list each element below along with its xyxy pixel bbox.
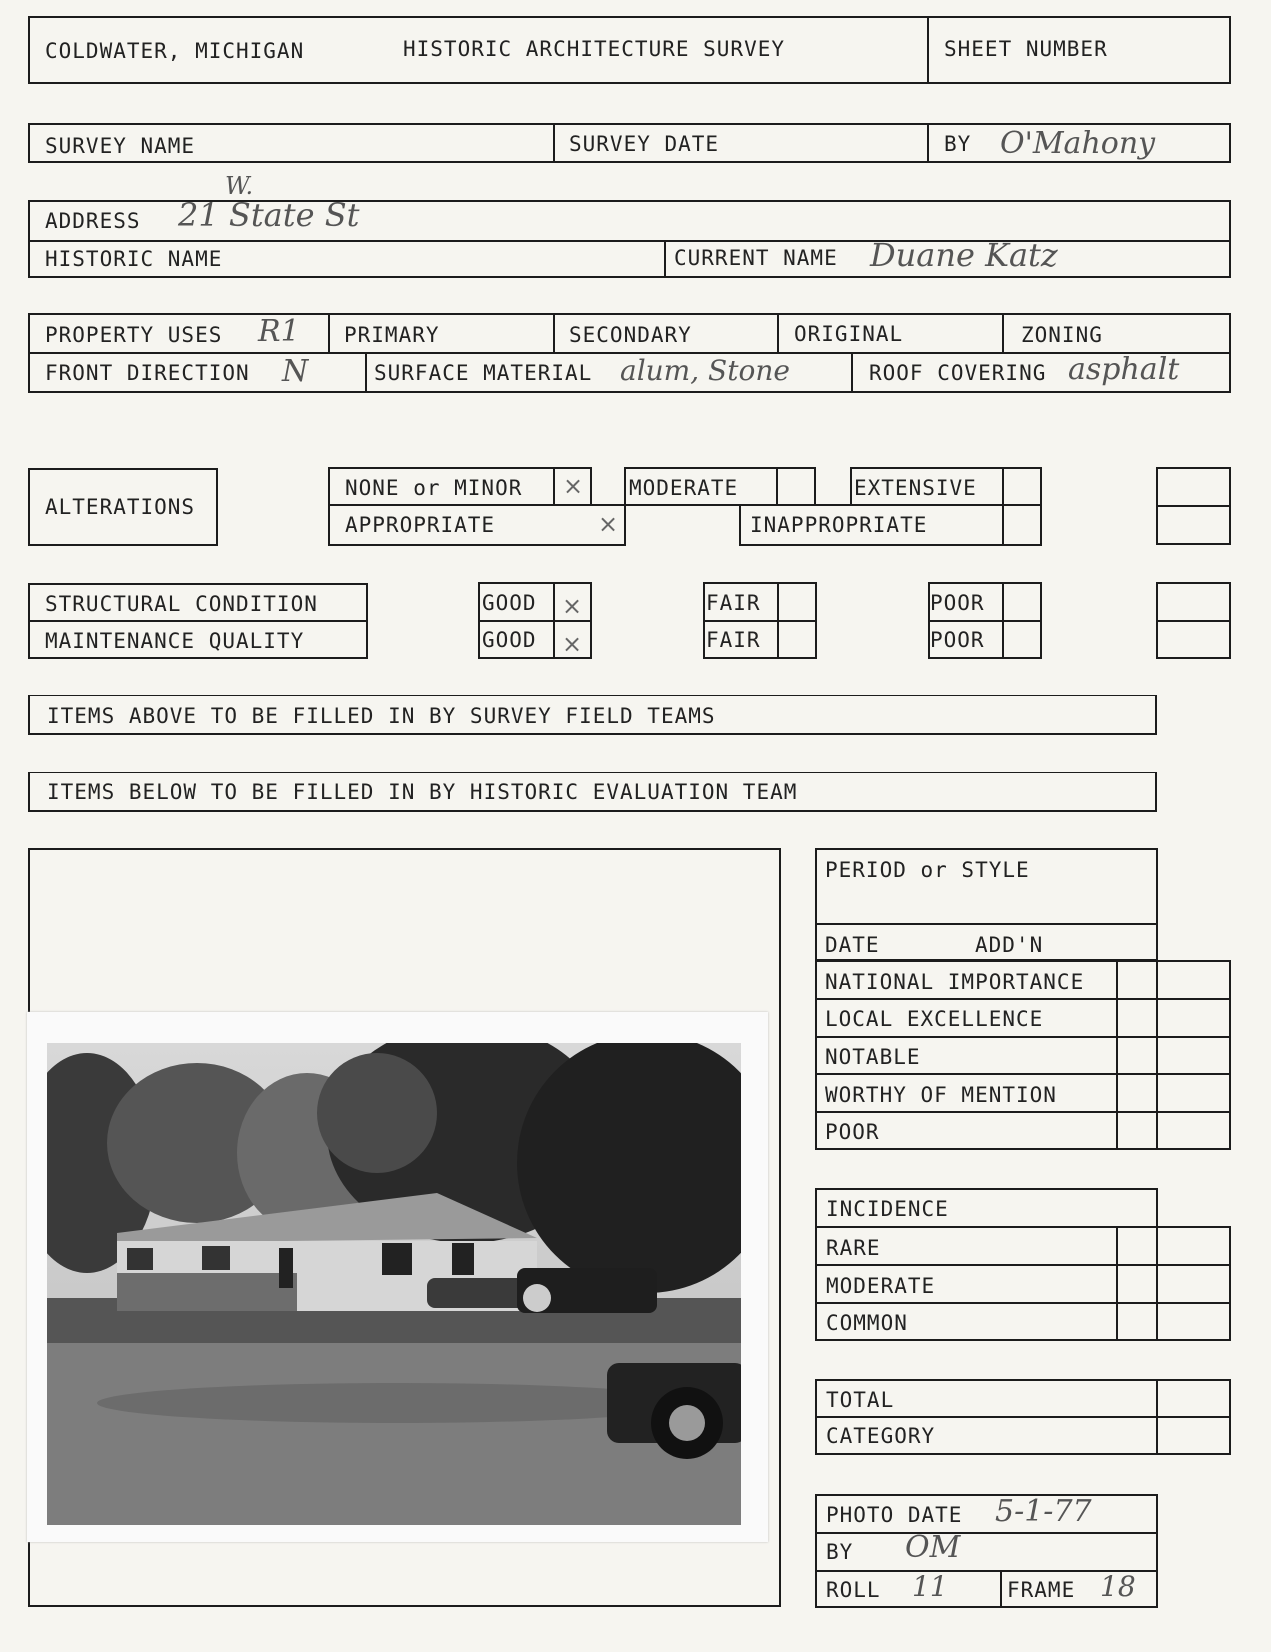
condition-score-div	[1156, 620, 1231, 622]
notable-label: NOTABLE	[825, 1045, 921, 1069]
current-name-divider	[664, 240, 666, 278]
address-prefix: W.	[225, 172, 254, 200]
extensive-check-div	[1002, 467, 1004, 506]
period-style-label: PERIOD or STYLE	[825, 858, 1030, 882]
maintenance-label: MAINTENANCE QUALITY	[45, 629, 305, 653]
secondary-label: SECONDARY	[569, 323, 692, 347]
address-value: 21 State St	[178, 196, 360, 234]
none-minor-label: NONE or MINOR	[345, 476, 523, 500]
uses-div-2	[553, 313, 555, 353]
inappropriate-label: INAPPROPRIATE	[750, 513, 928, 537]
moderate-alt-label: MODERATE	[629, 476, 739, 500]
frame-label: FRAME	[1007, 1578, 1076, 1602]
header-divider	[927, 16, 929, 84]
photo-info-div-1	[815, 1532, 1158, 1534]
survey-divider-1	[553, 123, 555, 163]
appropriate-label: APPROPRIATE	[345, 513, 496, 537]
surface-div	[365, 352, 367, 393]
front-direction-value: N	[282, 354, 309, 389]
primary-label: PRIMARY	[344, 323, 440, 347]
inappropriate-check-div	[1002, 504, 1004, 546]
maintenance-good-check: ×	[562, 630, 583, 658]
survey-by-value: O'Mahony	[1000, 126, 1156, 161]
roll-value: 11	[912, 1570, 948, 1603]
worthy-label: WORTHY OF MENTION	[825, 1083, 1057, 1107]
importance-col-2	[1156, 960, 1158, 1150]
importance-div-1	[815, 998, 1231, 1000]
uses-value: R1	[258, 314, 300, 349]
uses-label: PROPERTY USES	[45, 323, 223, 347]
frame-value: 18	[1100, 1570, 1136, 1603]
incidence-label: INCIDENCE	[826, 1197, 949, 1221]
alterations-label: ALTERATIONS	[45, 495, 196, 519]
structural-label: STRUCTURAL CONDITION	[45, 592, 318, 616]
maintenance-fair-label: FAIR	[706, 628, 761, 652]
roof-covering-value: asphalt	[1068, 352, 1180, 387]
addn-label: ADD'N	[975, 933, 1044, 957]
importance-div-2	[815, 1036, 1231, 1038]
surface-material-label: SURFACE MATERIAL	[374, 361, 593, 385]
zoning-label: ZONING	[1021, 323, 1103, 347]
survey-by-label: BY	[944, 132, 972, 156]
current-name-label: CURRENT NAME	[674, 246, 838, 270]
poor-check-div	[1002, 582, 1004, 659]
maintenance-good-label: GOOD	[482, 628, 537, 652]
none-minor-check: ×	[563, 472, 584, 500]
uses-div-1	[328, 313, 330, 353]
survey-divider-2	[927, 123, 929, 163]
fair-check-div	[777, 582, 779, 659]
house-photo	[47, 1043, 741, 1525]
maintenance-poor-label: POOR	[930, 628, 985, 652]
good-row-div	[478, 620, 592, 622]
structural-fair-label: FAIR	[706, 591, 761, 615]
photo-date-value: 5-1-77	[995, 1494, 1092, 1529]
survey-name-label: SURVEY NAME	[45, 134, 196, 158]
good-check-div	[553, 582, 555, 659]
photo-date-label: PHOTO DATE	[826, 1503, 963, 1527]
sheet-number-label: SHEET NUMBER	[944, 37, 1108, 61]
moderate-check-div	[776, 467, 778, 506]
photo-by-value: OM	[905, 1530, 961, 1565]
totals-div	[815, 1416, 1231, 1418]
historic-name-label: HISTORIC NAME	[45, 247, 223, 271]
importance-col-1	[1116, 960, 1118, 1150]
date-label: DATE	[825, 933, 880, 957]
uses-div-4	[1002, 313, 1004, 353]
uses-div-3	[777, 313, 779, 353]
importance-div-4	[815, 1111, 1231, 1113]
local-label: LOCAL EXCELLENCE	[825, 1007, 1044, 1031]
structural-poor-label: POOR	[930, 591, 985, 615]
extensive-label: EXTENSIVE	[854, 476, 977, 500]
form-title: HISTORIC ARCHITECTURE SURVEY	[403, 37, 786, 61]
survey-date-label: SURVEY DATE	[569, 132, 720, 156]
importance-div-3	[815, 1073, 1231, 1075]
photo-by-label: BY	[826, 1540, 854, 1564]
original-label: ORIGINAL	[794, 322, 904, 346]
city-label: COLDWATER, MICHIGAN	[45, 39, 305, 63]
total-label: TOTAL	[826, 1388, 895, 1412]
roll-label: ROLL	[826, 1578, 881, 1602]
inc-moderate-label: MODERATE	[826, 1274, 936, 1298]
roof-covering-label: ROOF COVERING	[869, 361, 1047, 385]
incidence-col-2	[1156, 1226, 1158, 1341]
none-minor-check-div	[553, 467, 555, 506]
period-div	[815, 923, 1158, 925]
front-direction-label: FRONT DIRECTION	[45, 361, 250, 385]
totals-col	[1156, 1379, 1158, 1455]
eval-poor-label: POOR	[825, 1120, 880, 1144]
note-above: ITEMS ABOVE TO BE FILLED IN BY SURVEY FIELD TEAMS	[47, 704, 716, 728]
common-label: COMMON	[826, 1311, 908, 1335]
category-label: CATEGORY	[826, 1424, 936, 1448]
poor-row-div	[928, 620, 1042, 622]
alterations-score-div	[1156, 505, 1231, 507]
note-below: ITEMS BELOW TO BE FILLED IN BY HISTORIC EVALUATION TEAM	[47, 780, 798, 804]
note-below-top	[28, 772, 1157, 773]
address-label: ADDRESS	[45, 209, 141, 233]
incidence-div-2	[815, 1302, 1231, 1304]
fair-row-div	[703, 620, 817, 622]
note-above-top	[28, 695, 1157, 696]
rare-label: RARE	[826, 1236, 881, 1260]
structural-good-label: GOOD	[482, 591, 537, 615]
appropriate-check: ×	[598, 510, 619, 538]
condition-label-div	[28, 620, 368, 622]
roof-div	[851, 352, 853, 393]
structural-good-check: ×	[562, 592, 583, 620]
incidence-col-1	[1116, 1226, 1118, 1341]
current-name-value: Duane Katz	[870, 236, 1058, 274]
national-label: NATIONAL IMPORTANCE	[825, 970, 1085, 994]
incidence-div-1	[815, 1264, 1231, 1266]
frame-col	[1000, 1570, 1002, 1608]
surface-material-value: alum, Stone	[620, 354, 790, 387]
